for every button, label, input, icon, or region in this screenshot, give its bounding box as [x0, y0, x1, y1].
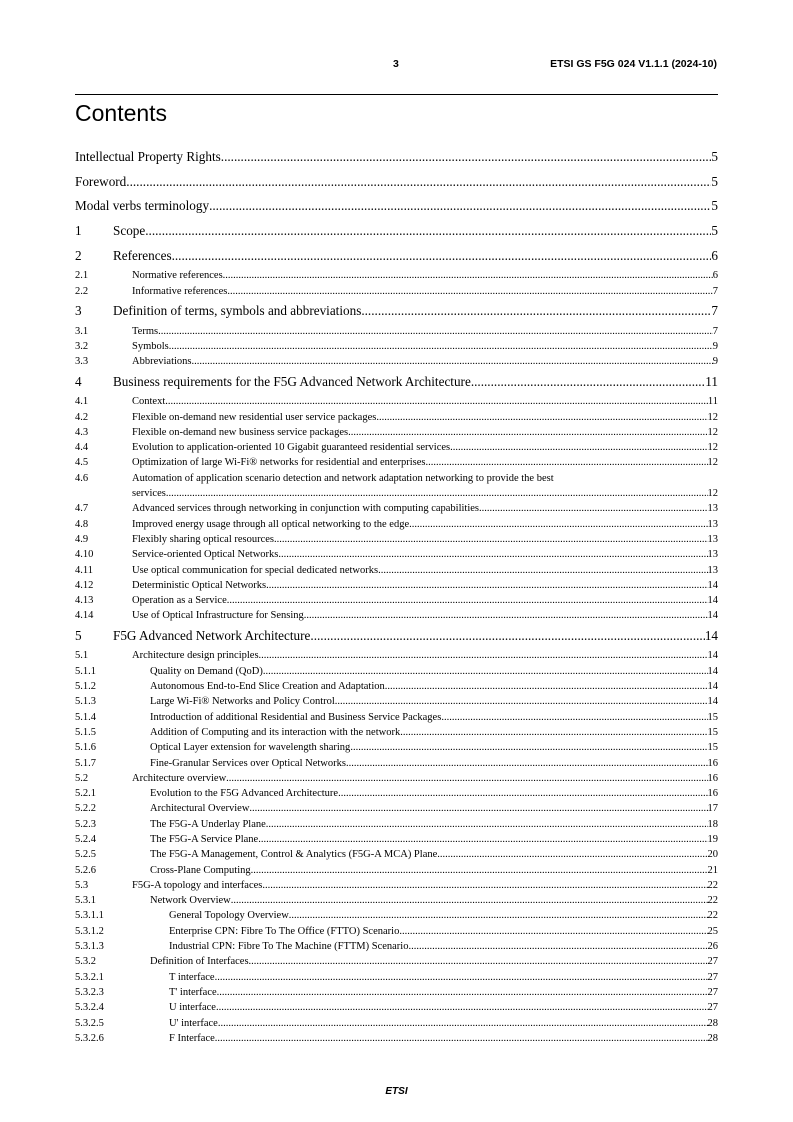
toc-leader-dots: [278, 547, 707, 562]
toc-entry-label: Evolution to application-oriented 10 Gigabit guaranteed residential services: [132, 442, 451, 454]
toc-entry[interactable]: [75, 547, 718, 562]
toc-entry[interactable]: [75, 694, 718, 709]
toc-entry-page: 25: [707, 925, 718, 937]
toc-entry-number: 5.2.5: [75, 849, 96, 861]
toc-entry[interactable]: [75, 786, 718, 801]
toc-entry[interactable]: [75, 268, 718, 283]
toc-entry[interactable]: [75, 847, 718, 862]
toc-entry[interactable]: [75, 425, 718, 440]
toc-entry[interactable]: [75, 939, 718, 954]
toc-entry-label: U interface: [169, 1002, 216, 1014]
toc-entry-page: 7: [712, 285, 718, 297]
toc-entry-label: T interface: [169, 971, 215, 983]
toc-entry-number: 4.12: [75, 579, 94, 591]
toc-entry-number: 5.3.2.5: [75, 1017, 104, 1029]
toc-entry-page: 7: [712, 325, 718, 337]
toc-entry-page: 12: [707, 411, 718, 423]
toc-entry-label: Cross-Plane Computing: [150, 864, 251, 876]
toc-entry-page: 5: [711, 149, 718, 164]
toc-entry-label: Deterministic Optical Networks: [132, 579, 267, 591]
toc-entry-page: 14: [707, 696, 718, 708]
toc-entry-number: 5.3.2.1: [75, 971, 104, 983]
toc-entry-number: 5.3.2.3: [75, 986, 104, 998]
toc-entry-label: Use optical communication for special dedicated networks: [132, 564, 379, 576]
document-id: ETSI GS F5G 024 V1.1.1 (2024-10): [550, 58, 717, 70]
toc-entry[interactable]: [75, 924, 718, 939]
toc-entry[interactable]: [75, 756, 718, 771]
toc-entry[interactable]: [75, 771, 718, 786]
toc-entry[interactable]: [75, 299, 718, 324]
toc-leader-dots: [227, 593, 708, 608]
toc-entry[interactable]: [75, 440, 718, 455]
toc-entry-label: Abbreviations: [132, 356, 192, 368]
toc-entry-page: 14: [707, 681, 718, 693]
toc-entry[interactable]: [75, 608, 718, 623]
toc-entry-number: 4.6: [75, 472, 89, 484]
toc-leader-dots: [165, 394, 708, 409]
toc-entry-label: F5G Advanced Network Architecture: [113, 627, 311, 643]
toc-entry[interactable]: [75, 219, 718, 244]
toc-entry[interactable]: [75, 725, 718, 740]
toc-leader-dots: [335, 694, 708, 709]
toc-entry-number: 5.3.2.4: [75, 1002, 104, 1014]
toc-entry-label: Intellectual Property Rights: [75, 149, 221, 164]
toc-entry-number: 5.3.1: [75, 895, 96, 907]
toc-entry-page: 5: [711, 198, 718, 214]
toc-entry-number: 3: [75, 303, 82, 319]
toc-entry[interactable]: [75, 394, 718, 409]
toc-entry[interactable]: [75, 284, 718, 299]
toc-entry-number: 4.5: [75, 457, 89, 469]
toc-entry-number: 5.1.4: [75, 711, 96, 723]
toc-entry[interactable]: [75, 664, 718, 679]
toc-leader-dots: [304, 608, 708, 623]
toc-entry-page: 27: [707, 1002, 718, 1014]
toc-entry-number: 3.3: [75, 356, 89, 368]
toc-leader-dots: [385, 679, 708, 694]
toc-entry[interactable]: [75, 194, 718, 219]
toc-entry-number: 4.2: [75, 411, 89, 423]
toc-leader-dots: [409, 517, 707, 532]
toc-entry-number: 5: [75, 627, 82, 643]
toc-leader-dots: [216, 1000, 708, 1015]
toc-entry-page: 12: [707, 488, 718, 500]
toc-entry-label: Flexibly sharing optical resources: [132, 533, 275, 545]
toc-entry-label: References: [113, 247, 172, 263]
toc-leader-dots: [361, 299, 711, 323]
toc-entry-label-continued: services: [132, 488, 166, 500]
toc-entry-label: Business requirements for the F5G Advanced Network Architecture: [113, 373, 471, 389]
toc-entry-label: Operation as a Service: [132, 595, 227, 607]
toc-leader-dots: [126, 170, 711, 194]
toc-entry-page: 7: [711, 303, 718, 319]
toc-entry-number: 5.2.2: [75, 803, 96, 815]
toc-entry-number: 4.7: [75, 503, 89, 515]
toc-entry-page: 15: [707, 726, 718, 738]
toc-entry-page: 15: [707, 711, 718, 723]
toc-entry-page: 22: [707, 895, 718, 907]
toc-entry[interactable]: [75, 517, 718, 532]
toc-leader-dots: [223, 268, 713, 283]
toc-entry-page: 27: [707, 971, 718, 983]
toc-entry-page: 16: [707, 757, 718, 769]
toc-entry[interactable]: [75, 354, 718, 369]
toc-leader-dots: [479, 501, 707, 516]
toc-entry[interactable]: [75, 1016, 718, 1031]
toc-entry[interactable]: [75, 471, 718, 502]
toc-entry-number: 4.14: [75, 610, 94, 622]
toc-entry[interactable]: [75, 954, 718, 969]
toc-leader-dots: [437, 847, 707, 862]
toc-entry[interactable]: [75, 1031, 718, 1046]
toc-entry-number: 5.1.5: [75, 726, 96, 738]
toc-leader-dots: [400, 725, 707, 740]
toc-entry-page: 20: [707, 849, 718, 861]
toc-entry-number: 2: [75, 247, 82, 263]
toc-leader-dots: [215, 1031, 708, 1046]
toc-entry-page: 5: [711, 173, 718, 189]
toc-entry-page: 28: [707, 1017, 718, 1029]
toc-entry-number: 4.1: [75, 396, 89, 408]
toc-entry-label: Evolution to the F5G Advanced Architecture: [150, 788, 339, 800]
toc-entry[interactable]: [75, 563, 718, 578]
toc-entry-number: 4.4: [75, 442, 89, 454]
toc-leader-dots: [426, 455, 708, 470]
toc-entry-label: U' interface: [169, 1017, 218, 1029]
toc-leader-dots: [259, 648, 708, 663]
toc-leader-dots: [215, 970, 708, 985]
toc-entry-number: 5.3.1.1: [75, 910, 104, 922]
toc-entry-page: 13: [707, 533, 718, 545]
toc-entry[interactable]: [75, 740, 718, 755]
toc-entry[interactable]: [75, 878, 718, 893]
toc-entry-label: F5G-A topology and interfaces: [132, 879, 263, 891]
toc-entry-page: 14: [707, 610, 718, 622]
toc-entry-page: 14: [707, 595, 718, 607]
toc-entry-page: 18: [707, 818, 718, 830]
toc-leader-dots: [166, 486, 708, 501]
toc-leader-dots: [450, 440, 707, 455]
toc-leader-dots: [169, 339, 713, 354]
toc-entry-label: Flexible on-demand new business service packages: [132, 426, 349, 438]
page-title: Contents: [75, 100, 168, 126]
toc-entry-label: Advanced services through networking in conjunction with computing capabilities: [132, 503, 480, 515]
toc-entry-label: Architecture overview: [132, 772, 227, 784]
toc-entry[interactable]: [75, 679, 718, 694]
toc-entry[interactable]: [75, 370, 718, 395]
toc-entry[interactable]: [75, 244, 718, 269]
toc-entry[interactable]: [75, 817, 718, 832]
toc-entry-label: Definition of Interfaces: [150, 956, 249, 968]
toc-entry[interactable]: [75, 970, 718, 985]
toc-entry-page: 27: [707, 986, 718, 998]
toc-entry[interactable]: [75, 578, 718, 593]
toc-entry[interactable]: [75, 339, 718, 354]
toc-entry-label: Modal verbs terminology: [75, 198, 210, 214]
toc-entry-label: The F5G-A Underlay Plane: [150, 818, 266, 830]
toc-entry-number: 4.3: [75, 426, 89, 438]
toc-entry[interactable]: [75, 145, 718, 170]
toc-entry-page: 14: [707, 650, 718, 662]
toc-entry-number: 4: [75, 373, 82, 389]
toc-leader-dots: [218, 1016, 708, 1031]
toc-entry-page: 12: [707, 442, 718, 454]
toc-entry-number: 5.3.2: [75, 956, 96, 968]
toc-entry-number: 4.13: [75, 595, 94, 607]
toc-leader-dots: [310, 624, 704, 648]
toc-entry-page: 21: [707, 864, 718, 876]
toc-entry-number: 3.2: [75, 341, 89, 353]
toc-entry[interactable]: [75, 170, 718, 195]
toc-entry-number: 5.2.3: [75, 818, 96, 830]
toc-entry[interactable]: [75, 648, 718, 663]
toc-entry-page: 6: [711, 247, 718, 263]
toc-entry-label: Large Wi-Fi® Networks and Policy Control: [150, 696, 335, 708]
toc-entry-label: Fine-Granular Services over Optical Networks: [150, 757, 346, 769]
toc-leader-dots: [227, 284, 712, 299]
toc-entry-number: 5.1.6: [75, 742, 96, 754]
toc-entry[interactable]: [75, 410, 718, 425]
toc-entry-label: Definition of terms, symbols and abbreviations: [113, 303, 362, 319]
toc-entry[interactable]: [75, 501, 718, 516]
toc-entry-label: The F5G-A Management, Control & Analytics (F5G-A MCA) Plane: [150, 849, 438, 861]
toc-leader-dots: [274, 532, 707, 547]
toc-entry[interactable]: [75, 908, 718, 923]
toc-leader-dots: [221, 145, 712, 169]
toc-entry-page: 13: [707, 518, 718, 530]
toc-entry-label: Flexible on-demand new residential user service packages: [132, 411, 377, 423]
toc-entry[interactable]: [75, 593, 718, 608]
toc-entry-label: Symbols: [132, 341, 169, 353]
toc-leader-dots: [192, 354, 713, 369]
toc-leader-dots: [158, 324, 713, 339]
toc-entry-page: 14: [707, 665, 718, 677]
toc-entry-number: 2.1: [75, 270, 89, 282]
toc-leader-dots: [145, 219, 711, 243]
toc-leader-dots: [249, 954, 708, 969]
toc-entry-number: 4.11: [75, 564, 93, 576]
toc-entry-label: Terms: [132, 325, 159, 337]
toc-entry[interactable]: [75, 893, 718, 908]
toc-entry-page: 22: [707, 910, 718, 922]
toc-leader-dots: [399, 924, 707, 939]
toc-entry-number: 4.8: [75, 518, 89, 530]
toc-entry-number: 4.9: [75, 533, 89, 545]
toc-entry-number: 2.2: [75, 285, 89, 297]
toc-leader-dots: [266, 817, 708, 832]
toc-entry-page: 14: [707, 579, 718, 591]
toc-entry-label: Improved energy usage through all optical networking to the edge: [132, 518, 410, 530]
toc-entry[interactable]: [75, 532, 718, 547]
toc-entry-label: Optimization of large Wi-Fi® networks for residential and enterprises: [132, 457, 426, 469]
toc-entry-label: Quality on Demand (QoD): [150, 665, 263, 677]
toc-entry-page: 6: [712, 270, 718, 282]
toc-entry-label: Service-oriented Optical Networks: [132, 549, 279, 561]
toc-entry-label: The F5G-A Service Plane: [150, 834, 259, 845]
toc-leader-dots: [346, 756, 708, 771]
toc-entry-label: Architectural Overview: [150, 803, 250, 815]
toc-entry-page: 9: [712, 356, 718, 368]
toc-entry-label: Industrial CPN: Fibre To The Machine (FTTM) Scenario: [169, 941, 409, 953]
toc-entry-number: 5.1.2: [75, 681, 96, 693]
toc-entry-page: 11: [707, 396, 718, 408]
toc-entry[interactable]: [75, 455, 718, 470]
toc-entry-label: Addition of Computing and its interaction with the network: [150, 726, 401, 738]
toc-entry-page: 27: [707, 956, 718, 968]
toc-entry-number: 5.1.7: [75, 757, 96, 769]
toc-entry[interactable]: [75, 863, 718, 878]
toc-entry-label: Network Overview: [150, 895, 231, 907]
toc-leader-dots: [251, 863, 708, 878]
toc-entry-label: General Topology Overview: [169, 910, 289, 922]
toc-entry[interactable]: [75, 324, 718, 339]
toc-entry[interactable]: [75, 985, 718, 1000]
toc-leader-dots: [289, 908, 708, 923]
toc-entry-label: Optical Layer extension for wavelength sharing: [150, 742, 351, 754]
toc-leader-dots: [226, 771, 707, 786]
toc-entry-page: 14: [704, 627, 718, 643]
page-number: 3: [393, 58, 399, 70]
table-of-contents: [75, 145, 718, 1046]
toc-entry-page: 13: [707, 549, 718, 561]
toc-entry-number: 5.1.3: [75, 696, 96, 708]
toc-leader-dots: [209, 194, 711, 218]
toc-entry-label: Foreword: [75, 173, 127, 189]
header-rule: [75, 94, 718, 95]
toc-entry-number: 5.3: [75, 879, 89, 891]
toc-entry-number: 5.3.2.6: [75, 1032, 104, 1044]
toc-entry-page: 19: [707, 834, 718, 845]
toc-entry-label: Enterprise CPN: Fibre To The Office (FTTO) Scenario: [169, 925, 400, 937]
toc-leader-dots: [266, 578, 707, 593]
toc-leader-dots: [348, 425, 707, 440]
toc-entry-page: 16: [707, 772, 718, 784]
toc-entry-page: 13: [707, 503, 718, 515]
toc-leader-dots: [471, 370, 705, 394]
toc-entry-page: 15: [707, 742, 718, 754]
toc-leader-dots: [376, 410, 707, 425]
footer-etsi: ETSI: [385, 1086, 408, 1097]
toc-leader-dots: [350, 740, 707, 755]
toc-entry[interactable]: [75, 710, 718, 725]
toc-entry-label: Automation of application scenario detection and network adaptation networking to provide the best: [132, 472, 554, 484]
toc-entry-page: 22: [707, 879, 718, 891]
toc-entry-page: 17: [707, 803, 718, 815]
toc-entry-page: 16: [707, 788, 718, 800]
toc-leader-dots: [263, 664, 708, 679]
toc-entry-page: 9: [712, 341, 718, 353]
toc-entry[interactable]: [75, 832, 718, 847]
toc-entry-label: Context: [132, 396, 166, 408]
toc-leader-dots: [172, 244, 712, 268]
toc-leader-dots: [408, 939, 707, 954]
toc-entry-page: 28: [707, 1032, 718, 1044]
toc-entry-number: 5.2.6: [75, 864, 96, 876]
toc-entry-label: Autonomous End-to-End Slice Creation and Adaptation: [150, 681, 385, 693]
toc-leader-dots: [231, 893, 708, 908]
toc-entry-page: 12: [707, 457, 718, 469]
toc-entry-number: 5.3.1.2: [75, 925, 104, 937]
toc-entry-label: Scope: [113, 223, 146, 239]
toc-leader-dots: [249, 801, 707, 816]
toc-entry-page: 13: [707, 564, 718, 576]
toc-entry[interactable]: [75, 1000, 718, 1015]
toc-entry-page: 5: [711, 223, 718, 239]
toc-entry-label: T' interface: [169, 986, 217, 998]
toc-leader-dots: [378, 563, 707, 578]
toc-leader-dots: [441, 710, 707, 725]
toc-entry-label: Architecture design principles: [132, 650, 259, 662]
toc-entry-number: 5.2.4: [75, 834, 96, 845]
toc-entry-number: 1: [75, 223, 82, 239]
toc-entry-label: Introduction of additional Residential and Business Service Packages: [150, 711, 442, 723]
toc-entry-number: 5.3.1.3: [75, 941, 104, 953]
toc-entry-number: 5.1.1: [75, 665, 96, 677]
toc-entry-number: 4.10: [75, 549, 94, 561]
toc-leader-dots: [217, 985, 708, 1000]
toc-entry-page: 12: [707, 426, 718, 438]
toc-entry-number: 5.2: [75, 772, 89, 784]
toc-leader-dots: [262, 878, 707, 893]
toc-entry-label: Informative references: [132, 285, 228, 297]
toc-entry-label: Use of Optical Infrastructure for Sensing: [132, 610, 304, 622]
toc-entry-page: 11: [705, 373, 718, 389]
toc-entry-number: 5.2.1: [75, 788, 96, 800]
toc-entry-page: 26: [707, 941, 718, 953]
toc-entry-number: 5.1: [75, 650, 89, 662]
toc-entry[interactable]: [75, 624, 718, 649]
toc-entry-label: F Interface: [169, 1032, 215, 1044]
toc-leader-dots: [258, 832, 707, 847]
toc-entry-label: Normative references: [132, 270, 223, 282]
toc-entry-number: 3.1: [75, 325, 89, 337]
toc-entry[interactable]: [75, 801, 718, 816]
toc-leader-dots: [338, 786, 707, 801]
